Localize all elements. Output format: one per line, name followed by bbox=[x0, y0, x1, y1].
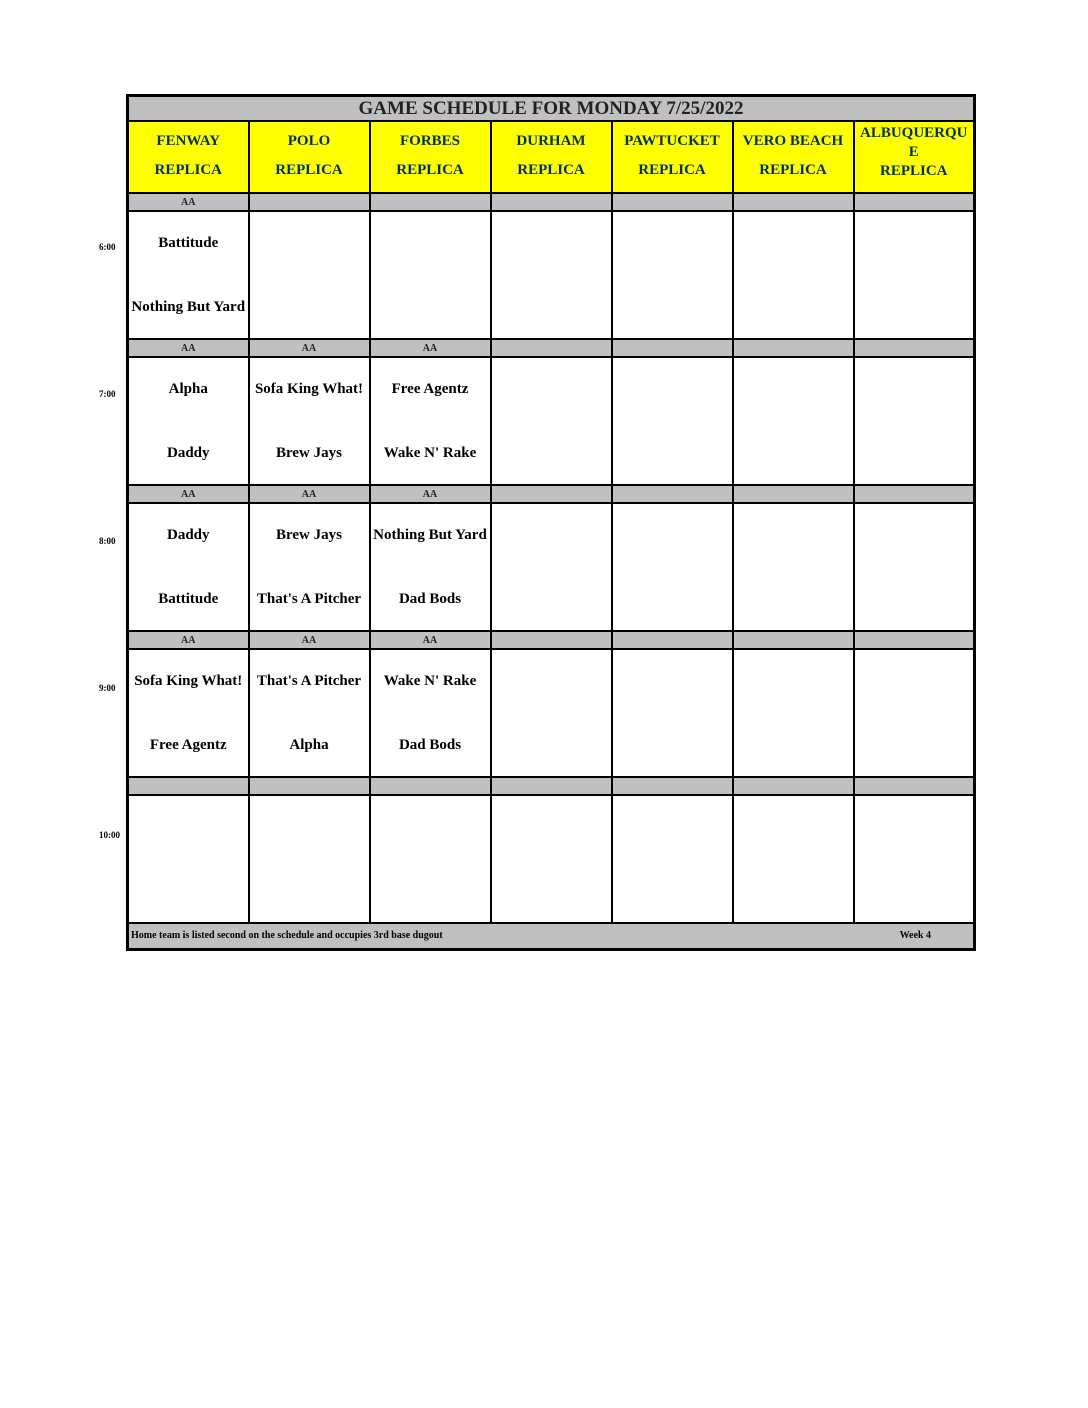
home-team: Dad Bods bbox=[398, 737, 462, 753]
division-label bbox=[491, 339, 612, 357]
division-label bbox=[128, 777, 249, 795]
division-label: AA bbox=[370, 339, 491, 357]
division-label bbox=[854, 339, 975, 357]
division-label bbox=[249, 777, 370, 795]
division-row bbox=[128, 631, 975, 649]
home-team: Free Agentz bbox=[149, 737, 227, 753]
division-label: AA bbox=[128, 339, 249, 357]
game-cell bbox=[733, 357, 854, 485]
home-team-note: Home team is listed second on the schedule and occupies 3rd base dugout bbox=[131, 930, 443, 941]
time-label: 9:00 bbox=[99, 683, 116, 693]
away-team: Battitude bbox=[158, 235, 219, 251]
field-name: VERO BEACH bbox=[742, 133, 844, 149]
field-header bbox=[612, 121, 733, 193]
away-team: Alpha bbox=[168, 381, 208, 397]
away-team: Brew Jays bbox=[276, 527, 342, 543]
field-subtitle: REPLICA bbox=[879, 163, 948, 179]
game-cell bbox=[854, 503, 975, 631]
game-cell bbox=[370, 795, 491, 923]
division-row bbox=[128, 193, 975, 211]
away-team: That's A Pitcher bbox=[256, 673, 362, 689]
field-name: POLO bbox=[287, 133, 331, 149]
home-team: Battitude bbox=[158, 591, 219, 607]
division-row bbox=[128, 777, 975, 795]
game-cell bbox=[370, 503, 491, 631]
home-team: Daddy bbox=[166, 445, 210, 461]
division-label bbox=[370, 777, 491, 795]
away-team: Sofa King What! bbox=[254, 381, 364, 397]
field-subtitle: REPLICA bbox=[275, 162, 343, 178]
week-label: Week 4 bbox=[899, 930, 931, 941]
field-subtitle: REPLICA bbox=[517, 162, 585, 178]
game-cell bbox=[128, 649, 249, 777]
time-label: 7:00 bbox=[99, 389, 116, 399]
home-team: Wake N' Rake bbox=[383, 445, 477, 461]
game-cell bbox=[370, 649, 491, 777]
game-cell bbox=[854, 795, 975, 923]
field-subtitle: REPLICA bbox=[396, 162, 464, 178]
game-cell bbox=[854, 357, 975, 485]
division-label: AA bbox=[370, 485, 491, 503]
division-label bbox=[612, 485, 733, 503]
game-cell bbox=[733, 795, 854, 923]
division-label bbox=[733, 193, 854, 211]
division-label: AA bbox=[249, 631, 370, 649]
schedule-table bbox=[126, 94, 976, 951]
division-label: AA bbox=[128, 193, 249, 211]
division-label bbox=[854, 485, 975, 503]
division-label bbox=[491, 777, 612, 795]
home-team: Alpha bbox=[289, 737, 329, 753]
home-team: Dad Bods bbox=[398, 591, 462, 607]
game-cell bbox=[249, 649, 370, 777]
game-row bbox=[128, 795, 975, 923]
game-cell bbox=[128, 503, 249, 631]
division-label bbox=[733, 485, 854, 503]
field-name: ALBUQUERQU E bbox=[859, 125, 968, 160]
division-label bbox=[249, 193, 370, 211]
schedule-footer bbox=[128, 923, 975, 950]
game-cell bbox=[491, 211, 612, 339]
division-label bbox=[491, 485, 612, 503]
division-label bbox=[612, 777, 733, 795]
game-cell bbox=[491, 649, 612, 777]
division-label: AA bbox=[249, 339, 370, 357]
home-team: Brew Jays bbox=[276, 445, 342, 461]
division-row bbox=[128, 485, 975, 503]
game-cell bbox=[733, 649, 854, 777]
time-label: 6:00 bbox=[99, 242, 116, 252]
game-cell bbox=[612, 503, 733, 631]
game-row bbox=[128, 503, 975, 631]
field-subtitle: REPLICA bbox=[759, 162, 827, 178]
division-label bbox=[491, 631, 612, 649]
time-label: 8:00 bbox=[99, 536, 116, 546]
game-row bbox=[128, 649, 975, 777]
division-label: AA bbox=[249, 485, 370, 503]
game-cell bbox=[128, 211, 249, 339]
away-team: Sofa King What! bbox=[134, 673, 243, 689]
game-cell bbox=[249, 211, 370, 339]
field-header bbox=[128, 121, 249, 193]
division-label bbox=[733, 777, 854, 795]
division-label bbox=[612, 339, 733, 357]
field-header bbox=[370, 121, 491, 193]
game-cell bbox=[370, 211, 491, 339]
game-cell bbox=[854, 649, 975, 777]
division-label bbox=[733, 339, 854, 357]
game-cell bbox=[491, 795, 612, 923]
field-name: PAWTUCKET bbox=[624, 133, 720, 149]
division-row bbox=[128, 339, 975, 357]
game-cell bbox=[128, 795, 249, 923]
game-cell bbox=[612, 649, 733, 777]
game-cell bbox=[249, 795, 370, 923]
division-label bbox=[491, 193, 612, 211]
game-cell bbox=[249, 503, 370, 631]
game-cell bbox=[128, 357, 249, 485]
game-cell bbox=[733, 503, 854, 631]
field-header bbox=[854, 121, 975, 193]
game-row bbox=[128, 211, 975, 339]
game-cell bbox=[612, 357, 733, 485]
field-subtitle: REPLICA bbox=[638, 162, 706, 178]
home-team: Nothing But Yard bbox=[131, 299, 246, 315]
game-row bbox=[128, 357, 975, 485]
game-cell bbox=[612, 795, 733, 923]
division-label bbox=[854, 193, 975, 211]
field-name: DURHAM bbox=[516, 133, 586, 149]
game-cell bbox=[612, 211, 733, 339]
field-subtitle: REPLICA bbox=[154, 162, 222, 178]
field-header bbox=[491, 121, 612, 193]
game-cell bbox=[491, 357, 612, 485]
division-label: AA bbox=[128, 631, 249, 649]
game-cell bbox=[249, 357, 370, 485]
field-name: FORBES bbox=[399, 133, 460, 149]
division-label bbox=[612, 193, 733, 211]
division-label bbox=[854, 777, 975, 795]
field-header bbox=[733, 121, 854, 193]
game-cell bbox=[491, 503, 612, 631]
division-label bbox=[612, 631, 733, 649]
field-header bbox=[249, 121, 370, 193]
home-team: That's A Pitcher bbox=[256, 591, 362, 607]
game-cell bbox=[370, 357, 491, 485]
division-label: AA bbox=[128, 485, 249, 503]
game-cell bbox=[733, 211, 854, 339]
away-team: Nothing But Yard bbox=[373, 527, 487, 543]
time-label: 10:00 bbox=[99, 830, 120, 840]
field-name: FENWAY bbox=[156, 133, 221, 149]
away-team: Wake N' Rake bbox=[383, 673, 477, 689]
game-cell bbox=[854, 211, 975, 339]
division-label bbox=[854, 631, 975, 649]
division-label bbox=[733, 631, 854, 649]
away-team: Free Agentz bbox=[391, 381, 469, 397]
division-label: AA bbox=[370, 631, 491, 649]
away-team: Daddy bbox=[166, 527, 210, 543]
division-label bbox=[370, 193, 491, 211]
schedule-title: GAME SCHEDULE FOR MONDAY 7/25/2022 bbox=[128, 96, 975, 122]
